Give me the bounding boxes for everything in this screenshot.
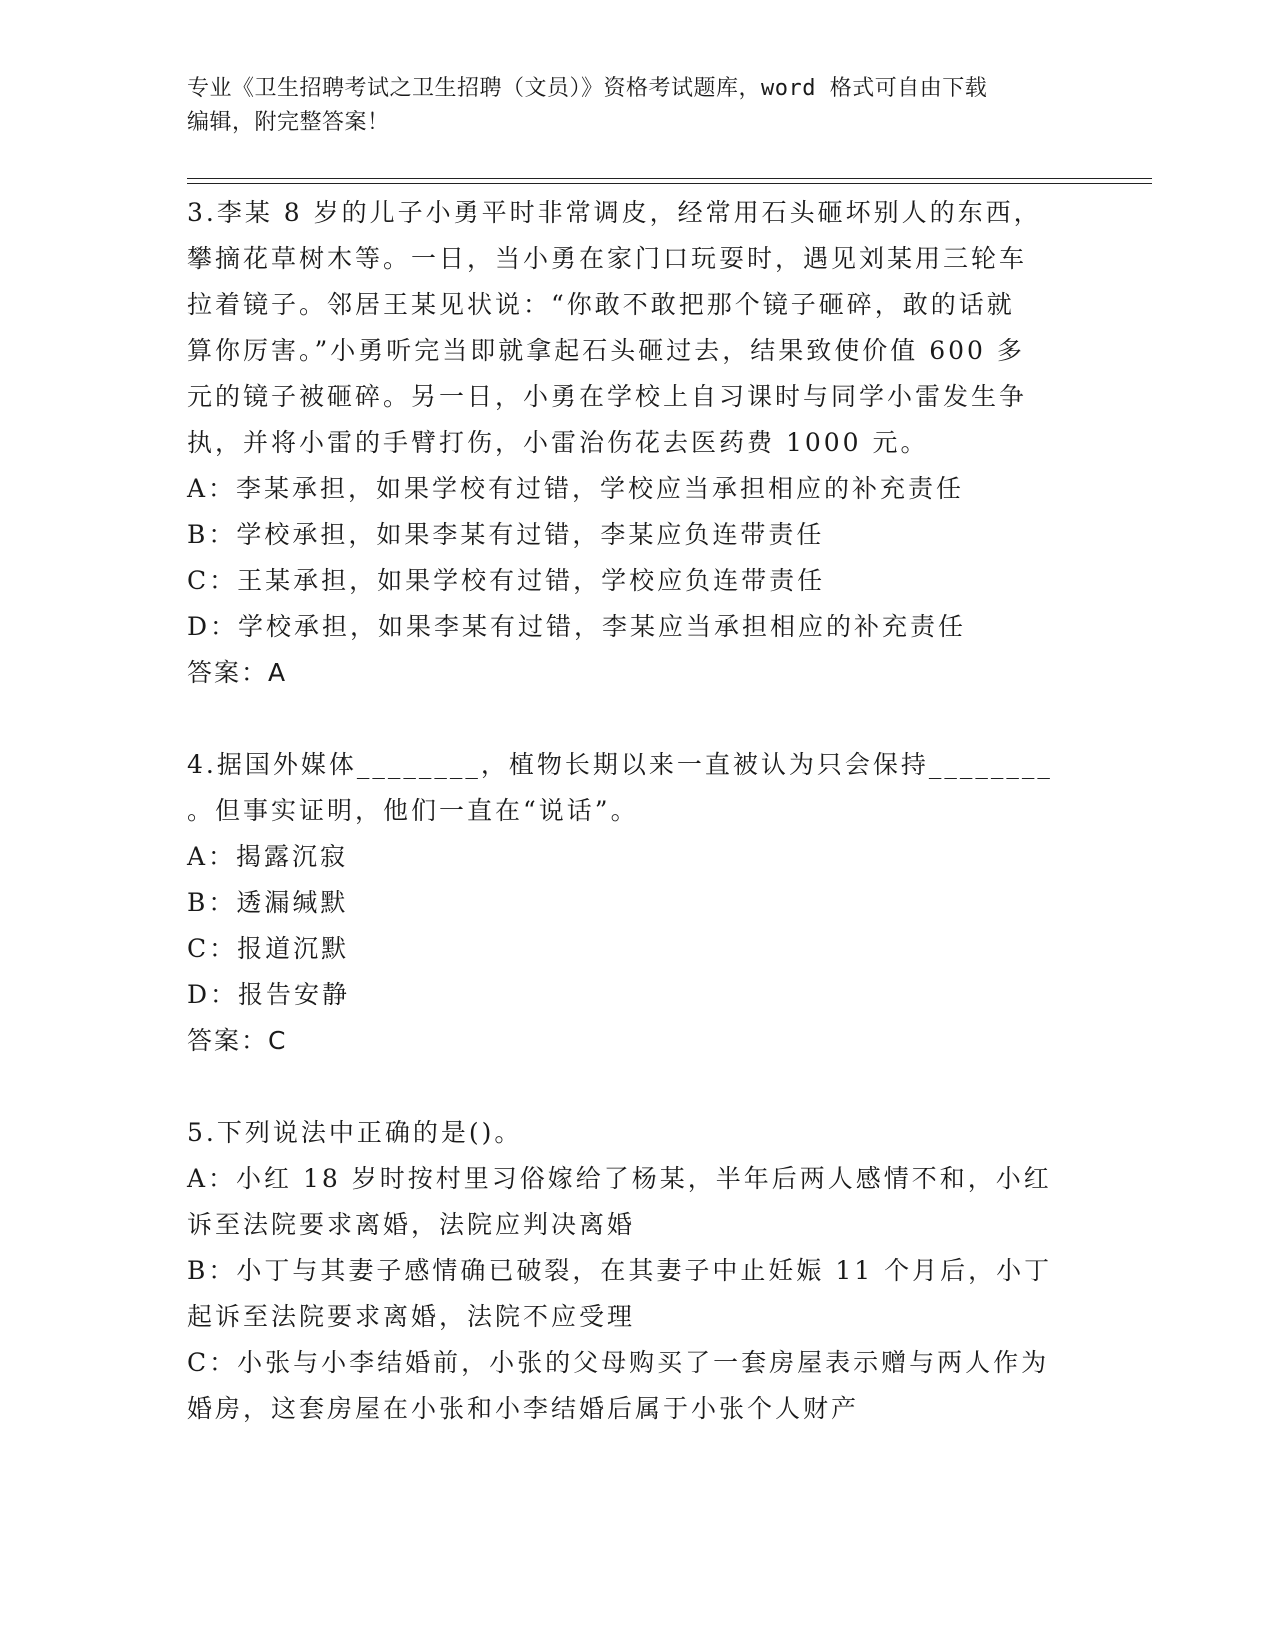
option-a: A：李某承担，如果学校有过错，学校应当承担相应的补充责任 [187,474,965,503]
option-d: D：报告安静 [187,980,351,1009]
question-4 [187,742,1067,1064]
option-a-line-1: A：小红 18 岁时按村里习俗嫁给了杨某，半年后两人感情不和，小红 [187,1164,1052,1193]
header-line-2: 编辑，附完整答案！ [187,110,390,135]
question-line: 5.下列说法中正确的是()。 [187,1118,523,1147]
question-line: 元的镜子被砸碎。另一日，小勇在学校上自习课时与同学小雷发生争 [187,382,1028,411]
header-rule-bottom [187,183,1152,184]
question-line: 拉着镜子。邻居王某见状说：“你敢不敢把那个镜子砸碎，敢的话就 [187,290,1015,319]
question-line: 4.据国外媒体________，植物长期以来一直被认为只会保持________ [187,750,1053,779]
option-b-line-1: B：小丁与其妻子感情确已破裂，在其妻子中止妊娠 11 个月后，小丁 [187,1256,1053,1285]
option-a: A：揭露沉寂 [187,842,349,871]
option-a-line-2: 诉至法院要求离婚，法院应判决离婚 [187,1210,636,1239]
option-b: B：透漏缄默 [187,888,349,917]
option-c: C：王某承担，如果学校有过错，学校应负连带责任 [187,566,826,595]
document-header [187,72,1087,140]
option-c: C：报道沉默 [187,934,350,963]
question-line: 执，并将小雷的手臂打伤，小雷治伤花去医药费 1000 元。 [187,428,929,457]
option-b: B：学校承担，如果李某有过错，李某应负连带责任 [187,520,825,549]
option-c-line-1: C：小张与小李结婚前，小张的父母购买了一套房屋表示赠与两人作为 [187,1348,1050,1377]
option-d: D：学校承担，如果李某有过错，李某应当承担相应的补充责任 [187,612,967,641]
header-rule-top [187,178,1152,179]
option-c-line-2: 婚房，这套房屋在小张和小李结婚后属于小张个人财产 [187,1394,860,1423]
answer-label: 答案：C [187,1026,288,1055]
question-line: 攀摘花草树木等。一日，当小勇在家门口玩耍时，遇见刘某用三轮车 [187,244,1028,273]
header-line-1: 专业《卫生招聘考试之卫生招聘（文员）》资格考试题库，word 格式可自由下载 [187,76,988,101]
question-list [187,190,1067,1432]
spacer [187,696,1067,742]
question-5 [187,1110,1067,1432]
question-line: 3.李某 8 岁的儿子小勇平时非常调皮，经常用石头砸坏别人的东西， [187,198,1042,227]
question-line: 。但事实证明，他们一直在“说话”。 [187,796,639,825]
answer-label: 答案：A [187,658,288,687]
option-b-line-2: 起诉至法院要求离婚，法院不应受理 [187,1302,636,1331]
question-line: 算你厉害。”小勇听完当即就拿起石头砸过去，结果致使价值 600 多 [187,336,1025,365]
question-3 [187,190,1067,696]
spacer [187,1064,1067,1110]
